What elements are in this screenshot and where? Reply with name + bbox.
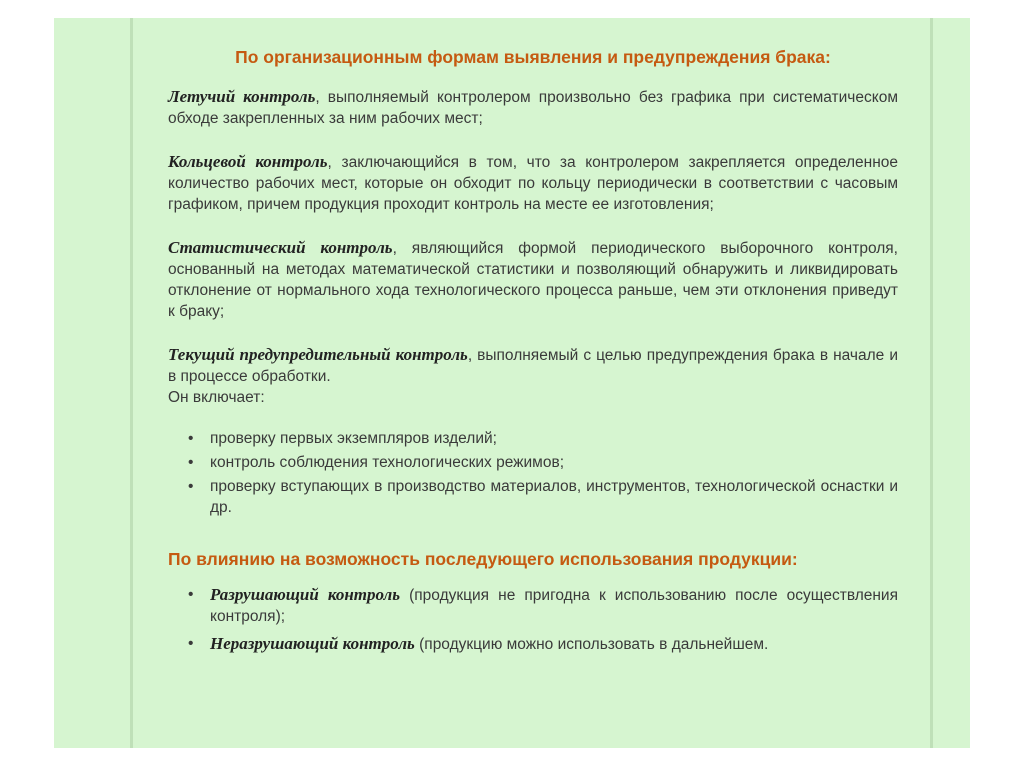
usage-control-list: [168, 584, 898, 655]
bullet-icon: •: [188, 430, 194, 447]
desc-ring-control: , заключающийся в том, что за контролером закрепляется определенное количество рабочих мест, которые он обходит по кольцу периодически в соответствии с часовым графиком, причем продукция проходит контроль на месте ее изготовления;: [168, 154, 898, 213]
list-item-text: проверку первых экземпляров изделий;: [210, 430, 497, 447]
term-preventive-control: Текущий предупредительный контроль: [168, 345, 468, 364]
list-item: [188, 428, 898, 449]
desc-nondestructive-control: (продукцию можно использовать в дальнейшем.: [414, 636, 769, 653]
left-border-line: [130, 18, 133, 748]
list-item: [188, 584, 898, 627]
term-statistical-control: Статистический контроль: [168, 238, 393, 257]
section2-heading: По влиянию на возможность последующего использования продукции:: [168, 549, 798, 569]
paragraph-flying-control: [168, 86, 898, 129]
desc-statistical-control: , являющийся формой периодического выборочного контроля, основанный на методах математической статистики и позволяющий обнаружить и ликвидировать отклонение от нормального хода технологического процесса раньше, чем эти отклонения приведут к браку;: [168, 240, 898, 320]
slide: [54, 18, 970, 748]
term-flying-control: Летучий контроль: [168, 87, 316, 106]
includes-label: Он включает:: [168, 389, 265, 406]
desc-flying-control: , выполняемый контролером произвольно без графика при систематическом обходе закрепленных за ним рабочих мест;: [168, 89, 898, 127]
desc-preventive-control: , выполняемый с целью предупреждения брака в начале и в процессе обработки.: [168, 347, 898, 385]
list-item: [188, 633, 898, 655]
section1-heading: По организационным формам выявления и предупреждения брака:: [235, 47, 831, 67]
bullet-icon: •: [188, 478, 194, 495]
list-item-text: проверку вступающих в производство материалов, инструментов, технологической оснастки и др.: [210, 478, 898, 516]
term-ring-control: Кольцевой контроль: [168, 152, 328, 171]
slide-content: [168, 46, 898, 661]
paragraph-ring-control: [168, 151, 898, 215]
right-border-line: [930, 18, 933, 748]
bullet-icon: •: [188, 586, 194, 603]
bullet-icon: •: [188, 635, 194, 652]
term-destructive-control: Разрушающий контроль: [210, 585, 401, 604]
list-item: [188, 452, 898, 473]
paragraph-preventive-control: [168, 344, 898, 387]
paragraph-statistical-control: [168, 237, 898, 322]
desc-destructive-control: (продукция не пригодна к использованию после осуществления контроля);: [210, 587, 898, 625]
bullet-icon: •: [188, 454, 194, 471]
preventive-control-list: [168, 428, 898, 518]
list-item: [188, 476, 898, 518]
term-nondestructive-control: Неразрушающий контроль: [210, 634, 415, 653]
list-item-text: контроль соблюдения технологических режимов;: [210, 454, 564, 471]
